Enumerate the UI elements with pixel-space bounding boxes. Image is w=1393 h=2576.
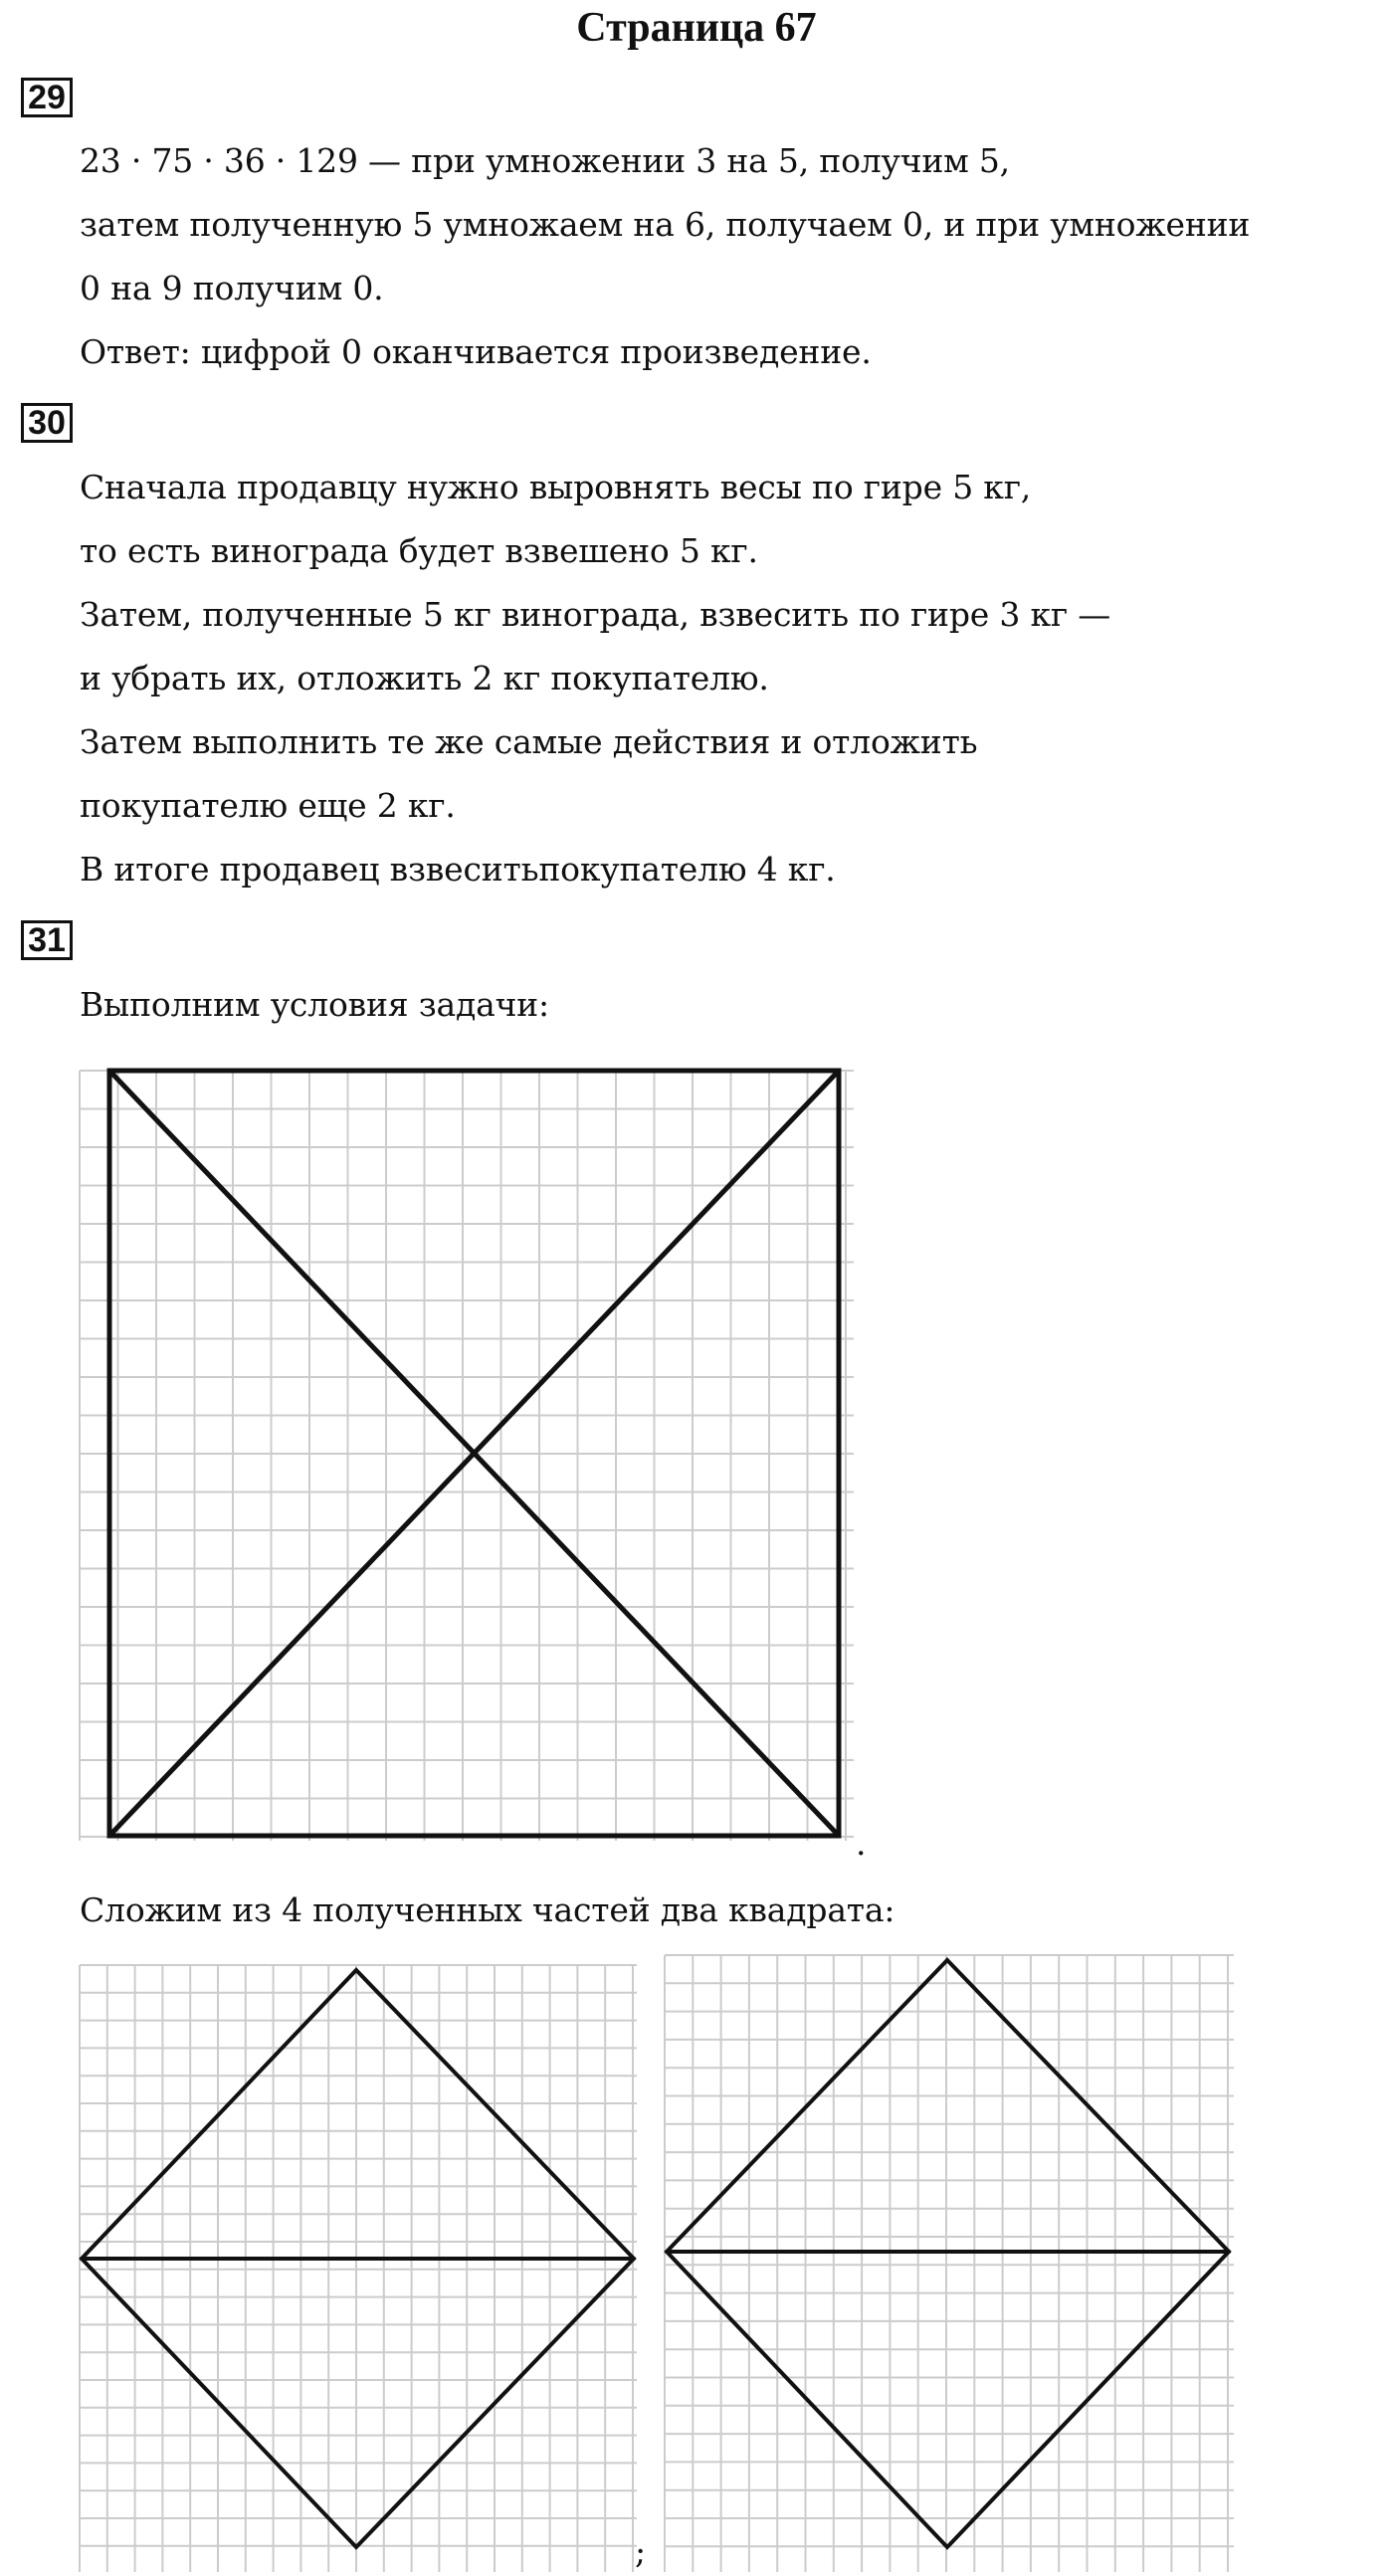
grid-background [80, 1071, 854, 1841]
task-number-31: 31 [21, 920, 73, 960]
task-30-line: то есть винограда будет взвешено 5 кг. [80, 531, 758, 570]
figure-2-semicolon: ; [635, 2532, 647, 2571]
grid-background [665, 1955, 1234, 2572]
task-30-line: Сначала продавцу нужно выровнять весы по гире 5 кг, [80, 468, 1032, 506]
page-title: Страница 67 [576, 5, 817, 51]
task-29-line: 0 на 9 получим 0. [80, 269, 384, 307]
task-30-line: покупателю еще 2 кг. [80, 786, 456, 825]
task-number-30: 30 [21, 403, 73, 443]
task-29-line: затем полученную 5 умножаем на 6, получаем 0, и при умножении [80, 205, 1251, 244]
square-with-diagonals-figure [0, 1055, 896, 1851]
task-30-answer: В итоге продавец взвеситьпокупателю 4 кг. [80, 850, 836, 889]
task-number-29: 29 [21, 78, 73, 117]
grid-background [80, 1965, 637, 2572]
rhombus-left-figure [0, 1960, 657, 2576]
task-31-instruction: Сложим из 4 полученных частей два квадрата: [80, 1890, 896, 1929]
task-30-line: и убрать их, отложить 2 кг покупателю. [80, 659, 769, 697]
task-29-line: 23 · 75 · 36 · 129 — при умножении 3 на 5, получим 5, [80, 141, 1010, 180]
task-29-answer: Ответ: цифрой 0 оканчивается произведение. [80, 332, 872, 371]
task-31-intro: Выполним условия задачи: [80, 985, 549, 1024]
task-30-line: Затем выполнить те же самые действия и отложить [80, 722, 978, 761]
figure-1-period: . [856, 1824, 867, 1863]
task-30-line: Затем, полученные 5 кг винограда, взвесить по гире 3 кг — [80, 595, 1111, 634]
rhombus-right-figure [657, 1945, 1254, 2576]
